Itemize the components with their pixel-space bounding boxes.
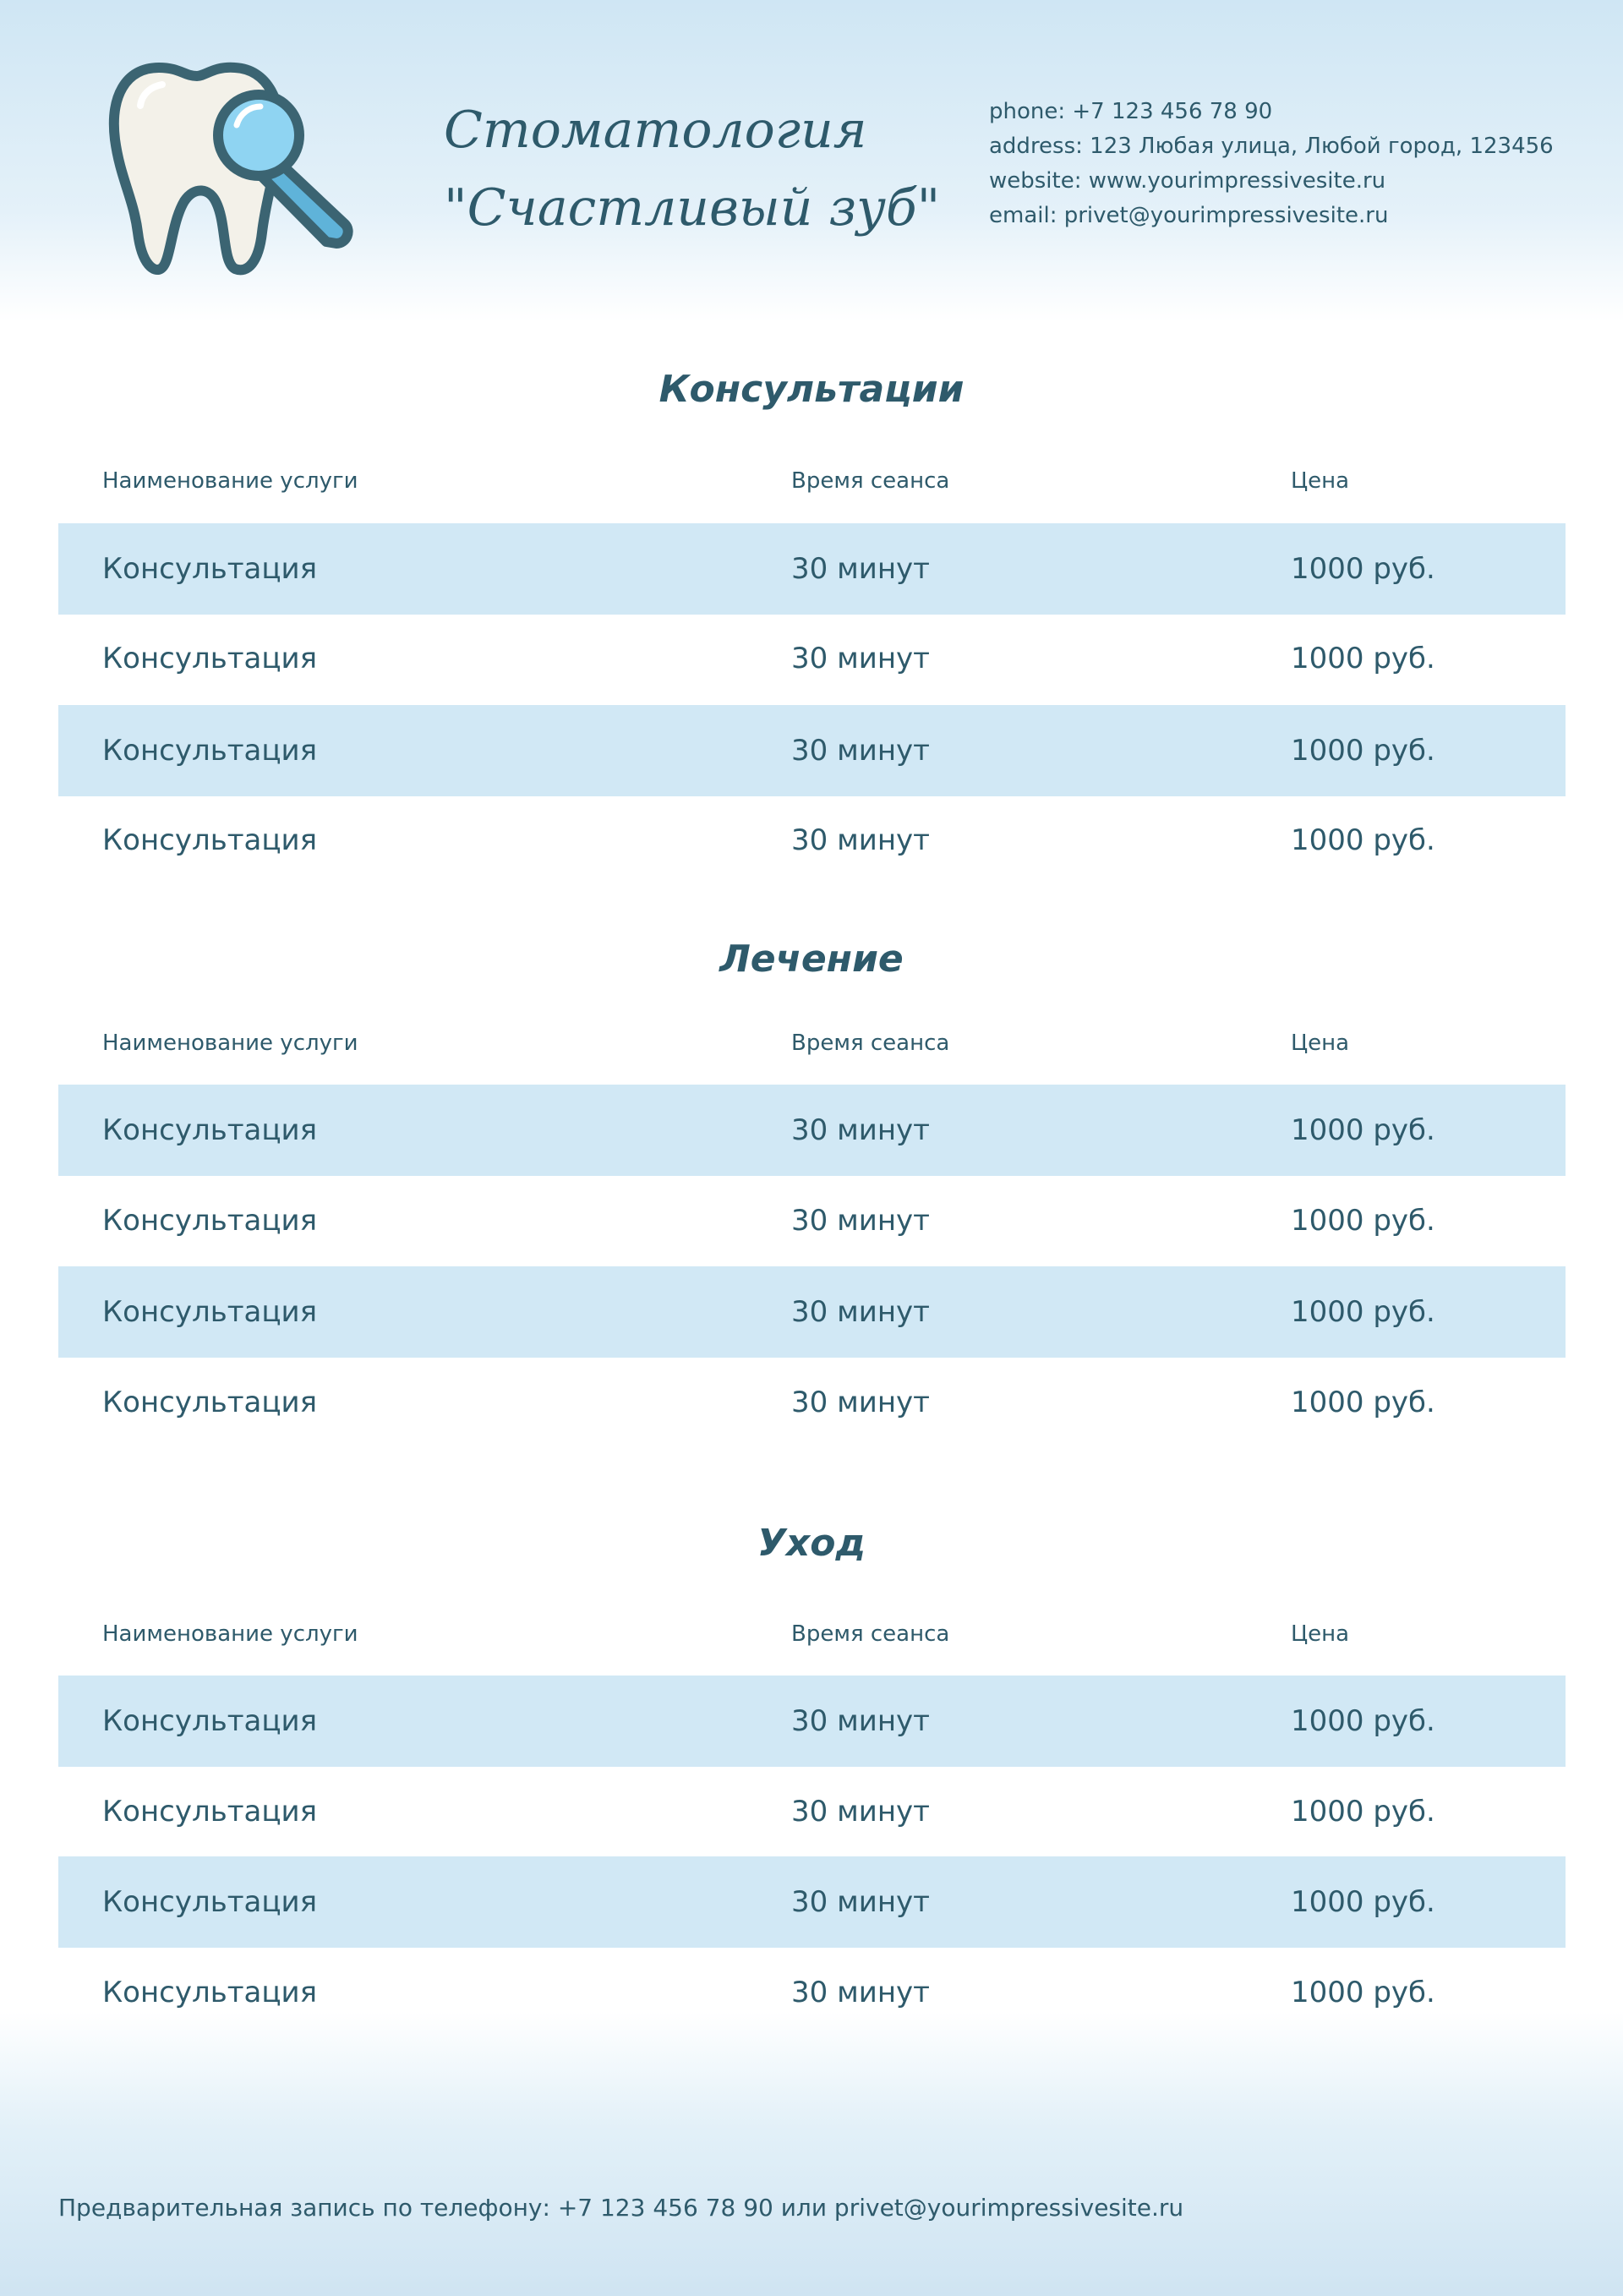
service-duration: 30 минут (791, 1113, 930, 1147)
service-price: 1000 руб. (1291, 642, 1435, 675)
service-duration: 30 минут (791, 1386, 930, 1419)
service-price: 1000 руб. (1291, 823, 1435, 857)
service-name: Консультация (102, 1885, 318, 1919)
table-row (58, 1357, 1566, 1448)
table-row (58, 1175, 1566, 1266)
header (0, 0, 1623, 321)
tooth-with-magnifier-icon (100, 51, 362, 283)
service-price: 1000 руб. (1291, 1704, 1435, 1738)
service-name: Консультация (102, 552, 318, 586)
clinic-name (444, 91, 951, 247)
service-price: 1000 руб. (1291, 1976, 1435, 2009)
contact-block (989, 95, 1598, 233)
contact-website: website: www.yourimpressivesite.ru (989, 168, 1386, 194)
section-title-care: Уход (757, 1522, 866, 1565)
column-header-service: Наименование услуги (102, 468, 358, 494)
service-price: 1000 руб. (1291, 1113, 1435, 1147)
column-header-duration: Время сеанса (791, 1621, 950, 1647)
column-header-price: Цена (1291, 468, 1350, 494)
service-duration: 30 минут (791, 1885, 930, 1919)
table-row (58, 1085, 1566, 1176)
column-header-duration: Время сеанса (791, 468, 950, 494)
service-duration: 30 минут (791, 1704, 930, 1738)
service-name: Консультация (102, 1386, 318, 1419)
footer-booking-note: Предварительная запись по телефону: +7 123 456 78 90 или privet@yourimpressivesite.ru (58, 2194, 1184, 2222)
service-duration: 30 минут (791, 1795, 930, 1829)
contact-address: address: 123 Любая улица, Любой город, 123456 (989, 134, 1554, 159)
table-row (58, 1766, 1566, 1857)
table-row (58, 613, 1566, 704)
service-name: Консультация (102, 1113, 318, 1147)
table-row (58, 795, 1566, 886)
service-duration: 30 минут (791, 1976, 930, 2009)
service-name: Консультация (102, 642, 318, 675)
service-duration: 30 минут (791, 734, 930, 768)
service-duration: 30 минут (791, 1295, 930, 1329)
table-row (58, 705, 1566, 796)
column-header-price: Цена (1291, 1030, 1350, 1056)
service-duration: 30 минут (791, 823, 930, 857)
contact-email: email: privet@yourimpressivesite.ru (989, 203, 1389, 228)
column-header-service: Наименование услуги (102, 1621, 358, 1647)
service-name: Консультация (102, 1295, 318, 1329)
service-name: Консультация (102, 1204, 318, 1238)
table-row (58, 1947, 1566, 2038)
section-title-treatment: Лечение (719, 938, 904, 981)
section-title-consultations: Консультации (658, 368, 965, 411)
contact-phone: phone: +7 123 456 78 90 (989, 99, 1273, 124)
service-duration: 30 минут (791, 552, 930, 586)
table-header (58, 1617, 1566, 1651)
service-name: Консультация (102, 1795, 318, 1829)
table-header (58, 464, 1566, 498)
clinic-name-line-1: Стоматология (444, 101, 867, 160)
table-row (58, 523, 1566, 615)
service-price: 1000 руб. (1291, 1204, 1435, 1238)
column-header-service: Наименование услуги (102, 1030, 358, 1056)
service-price: 1000 руб. (1291, 1885, 1435, 1919)
clinic-name-line-2: "Счастливый зуб" (444, 178, 941, 238)
table-row (58, 1266, 1566, 1358)
service-name: Консультация (102, 1704, 318, 1738)
table-header (58, 1026, 1566, 1060)
service-price: 1000 руб. (1291, 1295, 1435, 1329)
service-name: Консультация (102, 823, 318, 857)
service-name: Консультация (102, 1976, 318, 2009)
service-price: 1000 руб. (1291, 1386, 1435, 1419)
table-row (58, 1856, 1566, 1948)
service-price: 1000 руб. (1291, 552, 1435, 586)
service-price: 1000 руб. (1291, 734, 1435, 768)
column-header-price: Цена (1291, 1621, 1350, 1647)
column-header-duration: Время сеанса (791, 1030, 950, 1056)
service-price: 1000 руб. (1291, 1795, 1435, 1829)
table-row (58, 1676, 1566, 1767)
service-duration: 30 минут (791, 1204, 930, 1238)
service-name: Консультация (102, 734, 318, 768)
service-duration: 30 минут (791, 642, 930, 675)
